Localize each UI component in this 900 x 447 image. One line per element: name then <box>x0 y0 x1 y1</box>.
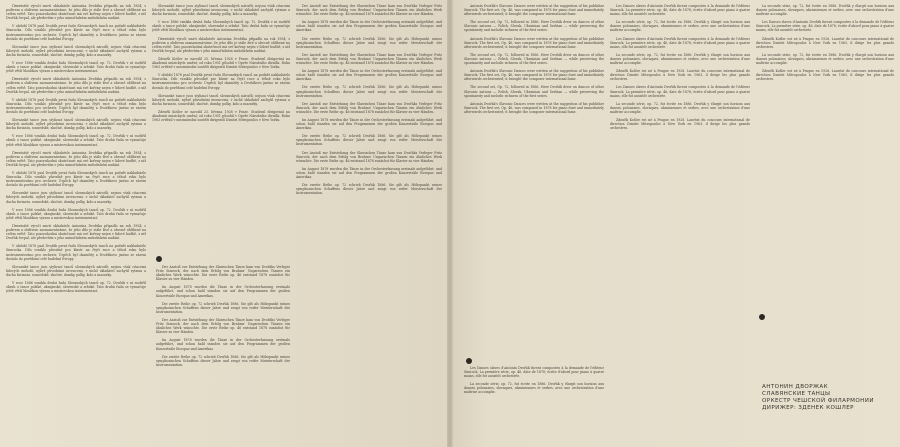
paragraph: Die zweite Reihe op. 72 schrieb Dvořák 1886. Sie gilt als Höhepunkt seines symphonischen Schaffens dieser Jahre und zeugt von reifer Meisterschaft der Instrumentation. <box>156 301 290 314</box>
text-column-1 <box>6 4 146 442</box>
paragraph: The second set, Op. 72, followed in 1886. Here Dvořák drew on dances of other Slavonic nations — Polish, Slovak, Ukrainian and Serbian — while preserving the spontaneity and melodic richness of the first series. <box>464 52 604 66</box>
paragraph: V období 1878 psal Dvořák první řadu Slovanských tanců na podnět nakladatele Simrocka. Dílo vzniklo původně pro klavír na čtyři ruce a téhož roku bylo instrumentováno pro orchestr. Úspěch byl okamžitý a Dvořákovo jméno se rázem dostalo do povědomí celé hudební Evropy. <box>6 97 146 114</box>
paragraph: Der Anstoß zur Entstehung der Slawischen Tänze kam von Dvořáks Verleger Fritz Simrock, der nach dem Erfolg von Brahms' Ungarischen Tänzen ein ähnliches Werk wünschte. Die erste Reihe op. 46 entstand 1878 zunächst für Klavier zu vier Händen. <box>296 52 442 66</box>
text-column-4b <box>464 366 604 442</box>
section-bullet <box>466 358 472 364</box>
composer-name: АНТОНИН ДВОРЖАК <box>762 384 829 390</box>
paragraph: V roce 1886 vznikla druhá řada Slovanských tanců op. 72. Dvořák v ní rozšířil okruh o tance polské, ukrajinské, slovenské a srbské. Tato druhá řada se vyznačuje ještě větší hloubkou výrazu a mistrovskou instrumentací. <box>6 207 146 220</box>
paragraph: La seconde série, op. 72, fut écrite en 1886. Dvořák y élargit son horizon aux danses polonaises, slovaques, ukrainiennes et serbes, avec une orchestration d'une maîtrise accomplie. <box>610 52 750 66</box>
paragraph: Im August 1878 wurden die Tänze in der Orchesterfassung erstmals aufgeführt, und schon bald standen sie auf den Programmen der großen Konzertsäle Europas und Amerikas. <box>296 20 442 33</box>
paragraph: Im August 1878 wurden die Tänze in der Orchesterfassung erstmals aufgeführt, und schon bald standen sie auf den Programmen der großen Konzertsäle Europas und Amerikas. <box>156 285 290 298</box>
paragraph: Der Anstoß zur Entstehung der Slawischen Tänze kam von Dvořáks Verleger Fritz Simrock, der nach dem Erfolg von Brahms' Ungarischen Tänzen ein ähnliches Werk wünschte. Die erste Reihe op. 46 entstand 1878 zunächst für Klavier zu vier Händen. <box>296 150 442 163</box>
paragraph: Zdeněk Košler se narodil 25. března 1928 v Praze. Studoval dirigování na Akademii múzických umění; od roku 1951 působil v Opeře Národního divadla. Roku 1963 zvítězil v mezinárodní soutěži dirigentů Dimitri Mitropoulos v New Yorku. <box>152 56 290 70</box>
paragraph: La seconde série, op. 72, fut écrite en 1886. Dvořák y élargit son horizon aux danses polonaises, slovaques, ukrainiennes et serbes, avec une orchestration d'une maîtrise accomplie. <box>610 20 750 33</box>
page-fold <box>447 0 453 447</box>
paragraph: Пятиtsáté výročí smrti skladatele Antonína Dvořáka připadlo na rok 1954; s podivem a obdivem zaznamenáváme, že jeho dílo je stále živé a obecně oblíbené na celém světě. Tato pozoruhodná skutečnost má své kořeny nejen v lidové hudbě, z níž Dvořák čerpal, ale především v jeho mimořádném melodickém nadání. <box>6 150 146 167</box>
paragraph: Zdeněk Košler est né à Prague en 1928. Lauréat du concours international de direction Dimitri Mitropoulos à New York en 1963, il dirige les plus grands orchestres. <box>756 36 894 49</box>
text-column-3 <box>296 4 442 442</box>
paragraph: Slovanské tance jsou stylizací tanců slovanských národů; nejsou však citacemi lidových melodií, nýbrž původními invencemi, v nichž skladatel zachytil rytmus a ducha furiantu, sousedské, skočné, dumky, polky, kolo a mazurky. <box>6 264 146 277</box>
paragraph: Zdeněk Košler est né à Prague en 1928. Lauréat du concours international de direction Dimitri Mitropoulos à New York en 1963, il dirige les plus grands orchestres. <box>756 69 894 82</box>
paragraph: V roce 1886 vznikla druhá řada Slovanských tanců op. 72. Dvořák v ní rozšířil okruh o tance polské, ukrajinské, slovenské a srbské. Tato druhá řada se vyznačuje ještě větší hloubkou výrazu a mistrovskou instrumentací. <box>6 134 146 147</box>
paragraph: Slovanské tance jsou stylizací tanců slovanských národů; nejsou však citacemi lidových melodií, nýbrž původními invencemi, v nichž skladatel zachytil rytmus a ducha furiantu, sousedské, skočné, dumky, polky, kolo a mazurky. <box>152 93 290 106</box>
paragraph: V období 1878 psal Dvořák první řadu Slovanských tanců na podnět nakladatele Simrocka. Dílo vzniklo původně pro klavír na čtyři ruce a téhož roku bylo instrumentováno pro orchestr. Úspěch byl okamžitý a Dvořákovo jméno se rázem dostalo do povědomí celé hudební Evropy. <box>6 24 146 41</box>
right-page <box>450 0 900 447</box>
paragraph: Les Danses slaves d'Antonín Dvořák furent composées à la demande de l'éditeur Simrock. La première série, op. 46, date de 1878; écrite d'abord pour piano à quatre mains, elle fut aussitôt orchestrée. <box>610 85 750 98</box>
paragraph: Zdeněk Košler est né à Prague en 1928. Lauréat du concours international de direction Dimitri Mitropoulos à New York en 1963, il dirige les plus grands orchestres. <box>610 69 750 82</box>
paragraph: Пятиtsáté výročí smrti skladatele Antonína Dvořáka připadlo na rok 1954; s podivem a obdivem zaznamenáváme, že jeho dílo je stále živé a obecně oblíbené na celém světě. Tato pozoruhodná skutečnost má své kořeny nejen v lidové hudbě, z níž Dvořák čerpal, ale především v jeho mimořádném melodickém nadání. <box>152 36 290 53</box>
paragraph: Antonín Dvořák's Slavonic Dances were written at the suggestion of his publisher Simrock. The first set, Op. 46, was composed in 1878 for piano duet and immediately afterwards orchestrated; it brought the composer international fame. <box>464 4 604 17</box>
paragraph: The second set, Op. 72, followed in 1886. Here Dvořák drew on dances of other Slavonic nations — Polish, Slovak, Ukrainian and Serbian — while preserving the spontaneity and melodic richness of the first series. <box>464 20 604 33</box>
paragraph: Zdeněk Košler est né à Prague en 1928. Lauréat du concours international de direction Dimitri Mitropoulos à New York en 1963, il dirige les plus grands orchestres. <box>610 117 750 131</box>
paragraph: V období 1878 psal Dvořák první řadu Slovanských tanců na podnět nakladatele Simrocka. Dílo vzniklo původně pro klavír na čtyři ruce a téhož roku bylo instrumentováno pro orchestr. Úspěch byl okamžitý a Dvořákovo jméno se rázem dostalo do povědomí celé hudební Evropy. <box>6 244 146 261</box>
paragraph: Antonín Dvořák's Slavonic Dances were written at the suggestion of his publisher Simrock. The first set, Op. 46, was composed in 1878 for piano duet and immediately afterwards orchestrated; it brought the composer international fame. <box>464 36 604 49</box>
paragraph: Die zweite Reihe op. 72 schrieb Dvořák 1886. Sie gilt als Höhepunkt seines symphonischen Schaffens dieser Jahre und zeugt von reifer Meisterschaft der Instrumentation. <box>296 85 442 98</box>
paragraph: Die zweite Reihe op. 72 schrieb Dvořák 1886. Sie gilt als Höhepunkt seines symphonischen Schaffens dieser Jahre und zeugt von reifer Meisterschaft der Instrumentation. <box>296 134 442 147</box>
paragraph: Die zweite Reihe op. 72 schrieb Dvořák 1886. Sie gilt als Höhepunkt seines symphonischen Schaffens dieser Jahre und zeugt von reifer Meisterschaft der Instrumentation. <box>296 36 442 49</box>
text-column-6 <box>756 4 894 254</box>
paragraph: V roce 1886 vznikla druhá řada Slovanských tanců op. 72. Dvořák v ní rozšířil okruh o tance polské, ukrajinské, slovenské a srbské. Tato druhá řada se vyznačuje ještě větší hloubkou výrazu a mistrovskou instrumentací. <box>6 280 146 294</box>
paragraph: Slovanské tance jsou stylizací tanců slovanských národů; nejsou však citacemi lidových melodií, nýbrž původními invencemi, v nichž skladatel zachytil rytmus a ducha furiantu, sousedské, skočné, dumky, polky, kolo a mazurky. <box>6 118 146 131</box>
paragraph: Пятиtsáté výročí smrti skladatele Antonína Dvořáka připadlo na rok 1954; s podivem a obdivem zaznamenáváme, že jeho dílo je stále živé a obecně oblíbené na celém světě. Tato pozoruhodná skutečnost má své kořeny nejen v lidové hudbě, z níž Dvořák čerpal, ale především v jeho mimořádném melodickém nadání. <box>6 77 146 94</box>
album-credits <box>762 384 874 412</box>
paragraph: Die zweite Reihe op. 72 schrieb Dvořák 1886. Sie gilt als Höhepunkt seines symphonischen Schaffens dieser Jahre und zeugt von reifer Meisterschaft der Instrumentation. <box>156 354 290 367</box>
paragraph: Der Anstoß zur Entstehung der Slawischen Tänze kam von Dvořáks Verleger Fritz Simrock, der nach dem Erfolg von Brahms' Ungarischen Tänzen ein ähnliches Werk wünschte. Die erste Reihe op. 46 entstand 1878 zunächst für Klavier zu vier Händen. <box>156 317 290 335</box>
section-bullet <box>759 314 765 320</box>
paragraph: Im August 1878 wurden die Tänze in der Orchesterfassung erstmals aufgeführt, und schon bald standen sie auf den Programmen der großen Konzertsäle Europas und Amerikas. <box>156 338 290 351</box>
paragraph: Slovanské tance jsou stylizací tanců slovanských národů; nejsou však citacemi lidových melodií, nýbrž původními invencemi, v nichž skladatel zachytil rytmus a ducha furiantu, sousedské, skočné, dumky, polky, kolo a mazurky. <box>152 4 290 17</box>
paragraph: Im August 1878 wurden die Tänze in der Orchesterfassung erstmals aufgeführt, und schon bald standen sie auf den Programmen der großen Konzertsäle Europas und Amerikas. <box>296 117 442 131</box>
paragraph: Slovanské tance jsou stylizací tanců slovanských národů; nejsou však citacemi lidových melodií, nýbrž původními invencemi, v nichž skladatel zachytil rytmus a ducha furiantu, sousedské, skočné, dumky, polky, kolo a mazurky. <box>6 191 146 204</box>
orchestra-name: ОРКЕСТР ЧЕШСКОЙ ФИЛАРМОНИИ <box>762 398 874 404</box>
paragraph: V roce 1886 vznikla druhá řada Slovanských tanců op. 72. Dvořák v ní rozšířil okruh o tance polské, ukrajinské, slovenské a srbské. Tato druhá řada se vyznačuje ještě větší hloubkou výrazu a mistrovskou instrumentací. <box>6 61 146 74</box>
paragraph: Les Danses slaves d'Antonín Dvořák furent composées à la demande de l'éditeur Simrock. La première série, op. 46, date de 1878; écrite d'abord pour piano à quatre mains, elle fut aussitôt orchestrée. <box>610 36 750 49</box>
paragraph: Der Anstoß zur Entstehung der Slawischen Tänze kam von Dvořáks Verleger Fritz Simrock, der nach dem Erfolg von Brahms' Ungarischen Tänzen ein ähnliches Werk wünschte. Die erste Reihe op. 46 entstand 1878 zunächst für Klavier zu vier Händen. <box>296 101 442 114</box>
conductor-name: ДИРИЖЕР: ЗДЕНЕК КОШЛЕР <box>762 405 854 411</box>
paragraph: La seconde série, op. 72, fut écrite en 1886. Dvořák y élargit son horizon aux danses polonaises, slovaques, ukrainiennes et serbes, avec une orchestration d'une maîtrise accomplie. <box>610 101 750 114</box>
paragraph: Les Danses slaves d'Antonín Dvořák furent composées à la demande de l'éditeur Simrock. La première série, op. 46, date de 1878; écrite d'abord pour piano à quatre mains, elle fut aussitôt orchestrée. <box>756 20 894 33</box>
paragraph: Der Anstoß zur Entstehung der Slawischen Tänze kam von Dvořáks Verleger Fritz Simrock, der nach dem Erfolg von Brahms' Ungarischen Tänzen ein ähnliches Werk wünschte. Die erste Reihe op. 46 entstand 1878 zunächst für Klavier zu vier Händen. <box>156 265 290 282</box>
paragraph: V období 1878 psal Dvořák první řadu Slovanských tanců na podnět nakladatele Simrocka. Dílo vzniklo původně pro klavír na čtyři ruce a téhož roku bylo instrumentováno pro orchestr. Úspěch byl okamžitý a Dvořákovo jméno se rázem dostalo do povědomí celé hudební Evropy. <box>6 171 146 188</box>
paragraph: Les Danses slaves d'Antonín Dvořák furent composées à la demande de l'éditeur Simrock. La première série, op. 46, date de 1878; écrite d'abord pour piano à quatre mains, elle fut aussitôt orchestrée. <box>610 4 750 17</box>
paragraph: V období 1878 psal Dvořák první řadu Slovanských tanců na podnět nakladatele Simrocka. Dílo vzniklo původně pro klavír na čtyři ruce a téhož roku bylo instrumentováno pro orchestr. Úspěch byl okamžitý a Dvořákovo jméno se rázem dostalo do povědomí celé hudební Evropy. <box>152 73 290 90</box>
paragraph: V roce 1886 vznikla druhá řada Slovanských tanců op. 72. Dvořák v ní rozšířil okruh o tance polské, ukrajinské, slovenské a srbské. Tato druhá řada se vyznačuje ještě větší hloubkou výrazu a mistrovskou instrumentací. <box>152 20 290 33</box>
paragraph: Der Anstoß zur Entstehung der Slawischen Tänze kam von Dvořáks Verleger Fritz Simrock, der nach dem Erfolg von Brahms' Ungarischen Tänzen ein ähnliches Werk wünschte. Die erste Reihe op. 46 entstand 1878 zunächst für Klavier zu vier Händen. <box>296 4 442 17</box>
paragraph: Les Danses slaves d'Antonín Dvořák furent composées à la demande de l'éditeur Simrock. La première série, op. 46, date de 1878; écrite d'abord pour piano à quatre mains, elle fut aussitôt orchestrée. <box>464 366 604 379</box>
paragraph: Die zweite Reihe op. 72 schrieb Dvořák 1886. Sie gilt als Höhepunkt seines symphonischen Schaffens dieser Jahre und zeugt von reifer Meisterschaft der Instrumentation. <box>296 183 442 196</box>
paragraph: Slovanské tance jsou stylizací tanců slovanských národů; nejsou však citacemi lidových melodií, nýbrž původními invencemi, v nichž skladatel zachytil rytmus a ducha furiantu, sousedské, skočné, dumky, polky, kolo a mazurky. <box>6 44 146 57</box>
paragraph: La seconde série, op. 72, fut écrite en 1886. Dvořák y élargit son horizon aux danses polonaises, slovaques, ukrainiennes et serbes, avec une orchestration d'une maîtrise accomplie. <box>756 4 894 17</box>
paragraph: Antonín Dvořák's Slavonic Dances were written at the suggestion of his publisher Simrock. The first set, Op. 46, was composed in 1878 for piano duet and immediately afterwards orchestrated; it brought the composer international fame. <box>464 101 604 114</box>
paragraph: The second set, Op. 72, followed in 1886. Here Dvořák drew on dances of other Slavonic nations — Polish, Slovak, Ukrainian and Serbian — while preserving the spontaneity and melodic richness of the first series. <box>464 85 604 98</box>
paragraph: Im August 1878 wurden die Tänze in der Orchesterfassung erstmals aufgeführt, und schon bald standen sie auf den Programmen der großen Konzertsäle Europas und Amerikas. <box>296 69 442 82</box>
text-column-5 <box>610 4 750 442</box>
text-column-2b <box>156 265 290 441</box>
paragraph: Пятиtsáté výročí smrti skladatele Antonína Dvořáka připadlo na rok 1954; s podivem a obdivem zaznamenáváme, že jeho dílo je stále živé a obecně oblíbené na celém světě. Tato pozoruhodná skutečnost má své kořeny nejen v lidové hudbě, z níž Dvořák čerpal, ale především v jeho mimořádném melodickém nadání. <box>6 4 146 21</box>
section-bullet <box>156 256 162 262</box>
work-title: СЛАВЯНСКИЕ ТАНЦЫ <box>762 391 831 397</box>
paragraph: Im August 1878 wurden die Tänze in der Orchesterfassung erstmals aufgeführt, und schon bald standen sie auf den Programmen der großen Konzertsäle Europas und Amerikas. <box>296 166 442 179</box>
paragraph: La seconde série, op. 72, fut écrite en 1886. Dvořák y élargit son horizon aux danses polonaises, slovaques, ukrainiennes et serbes, avec une orchestration d'une maîtrise accomplie. <box>756 52 894 66</box>
paragraph: La seconde série, op. 72, fut écrite en 1886. Dvořák y élargit son horizon aux danses polonaises, slovaques, ukrainiennes et serbes, avec une orchestration d'une maîtrise accomplie. <box>464 382 604 395</box>
paragraph: Zdeněk Košler se narodil 25. března 1928 v Praze. Studoval dirigování na Akademii múzických umění; od roku 1951 působil v Opeře Národního divadla. Roku 1963 zvítězil v mezinárodní soutěži dirigentů Dimitri Mitropoulos v New Yorku. <box>152 109 290 123</box>
paragraph: Пятиtsáté výročí smrti skladatele Antonína Dvořáka připadlo na rok 1954; s podivem a obdivem zaznamenáváme, že jeho dílo je stále živé a obecně oblíbené na celém světě. Tato pozoruhodná skutečnost má své kořeny nejen v lidové hudbě, z níž Dvořák čerpal, ale především v jeho mimořádném melodickém nadání. <box>6 223 146 241</box>
paragraph: Antonín Dvořák's Slavonic Dances were written at the suggestion of his publisher Simrock. The first set, Op. 46, was composed in 1878 for piano duet and immediately afterwards orchestrated; it brought the composer international fame. <box>464 69 604 82</box>
